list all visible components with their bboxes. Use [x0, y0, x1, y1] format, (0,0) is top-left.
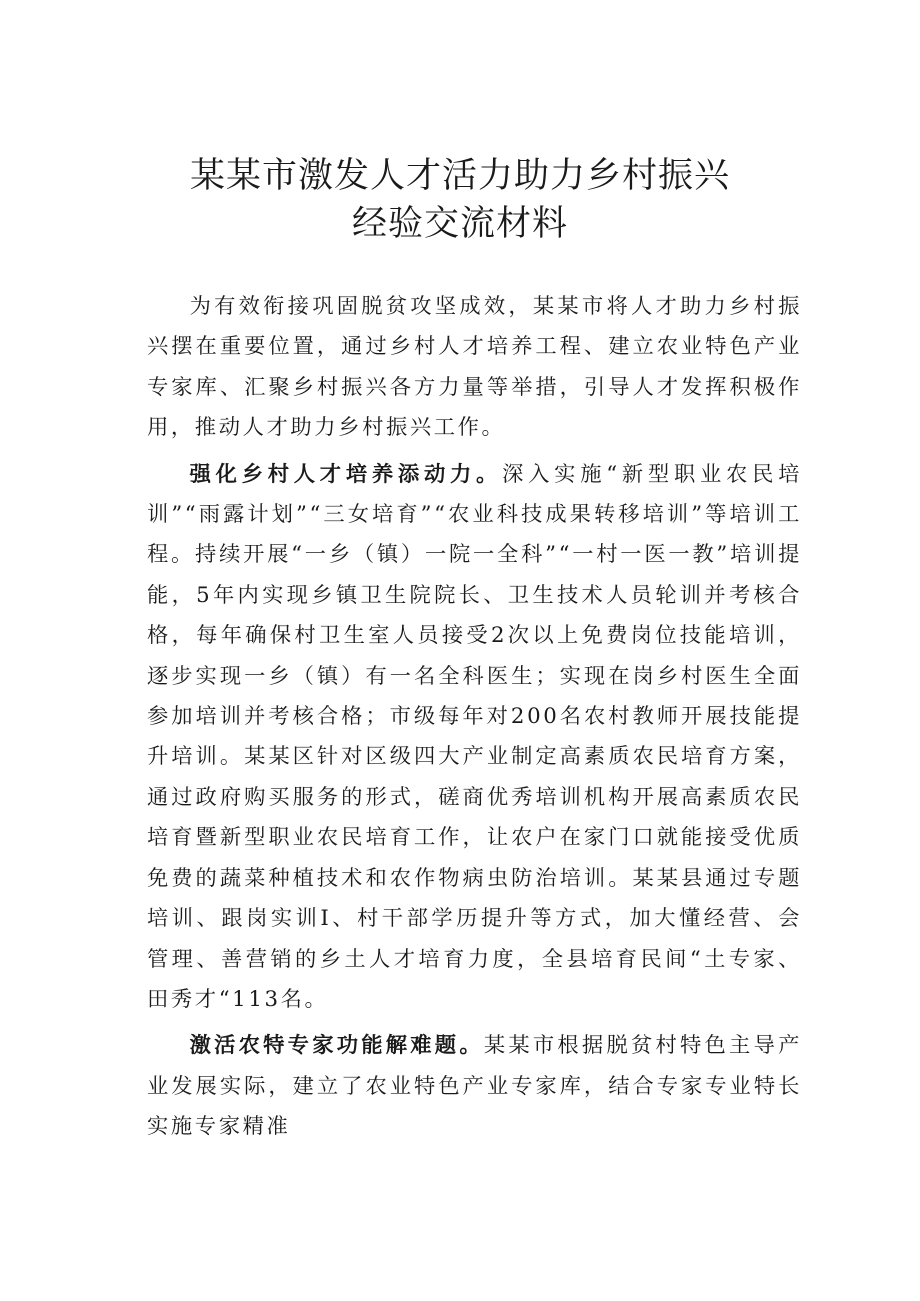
title-line-1: 某某市激发人才活力助力乡村振兴	[189, 156, 730, 196]
paragraph-lead-heading: 强化乡村人才培养添动力。	[189, 461, 503, 487]
paragraph-expert-function	[147, 1026, 802, 1147]
paragraph-text: 某某市根据脱贫村特色主导产业发展实际，建立了农业特色产业专家库，结合专家专业特长实施专家精准	[147, 1033, 802, 1140]
paragraph-intro	[147, 287, 802, 449]
paragraph-lead-heading: 激活农特专家功能解难题。	[189, 1033, 484, 1059]
paragraph-talent-training	[147, 455, 802, 1021]
paragraph-text: 为有效衔接巩固脱贫攻坚成效，某某市将人才助力乡村振兴摆在重要位置，通过乡村人才培养工程、建立农业特色产业专家库、汇聚乡村振兴各方力量等举措，引导人才发挥积极作用，推动人才助力乡村振兴工作。	[147, 294, 802, 441]
paragraph-text: 深入实施“新型职业农民培训”“雨露计划”“三女培育”“农业科技成果转移培训”等培训工程。持续开展“一乡（镇）一院一全科”“一村一医一教”培训提能，5年内实现乡镇卫生院院长、卫生技术人员轮训并考核合格，每年确保村卫生室人员接受2次以上免费岗位技能培训，逐步实现一乡（镇）有一名全科医生；实现在岗乡村医生全面参加培训并考核合格；市级每年对200名农村教师开展技能提升培训。某某区针对区级四大产业制定高素质农民培育方案，通过政府购买服务的形式，磋商优秀培训机构开展高素质农民培育暨新型职业农民培育工作，让农户在家门口就能接受优质免费的蔬菜种植技术和农作物病虫防治培训。某某县通过专题培训、跟岗实训I、村干部学历提升等方式，加大懂经营、会管理、善营销的乡土人才培育力度，全县培育民间“土专家、田秀才“113名。	[147, 461, 803, 1012]
document-body	[147, 287, 802, 1148]
document-title	[0, 152, 920, 248]
title-line-2: 经验交流材料	[351, 204, 568, 244]
